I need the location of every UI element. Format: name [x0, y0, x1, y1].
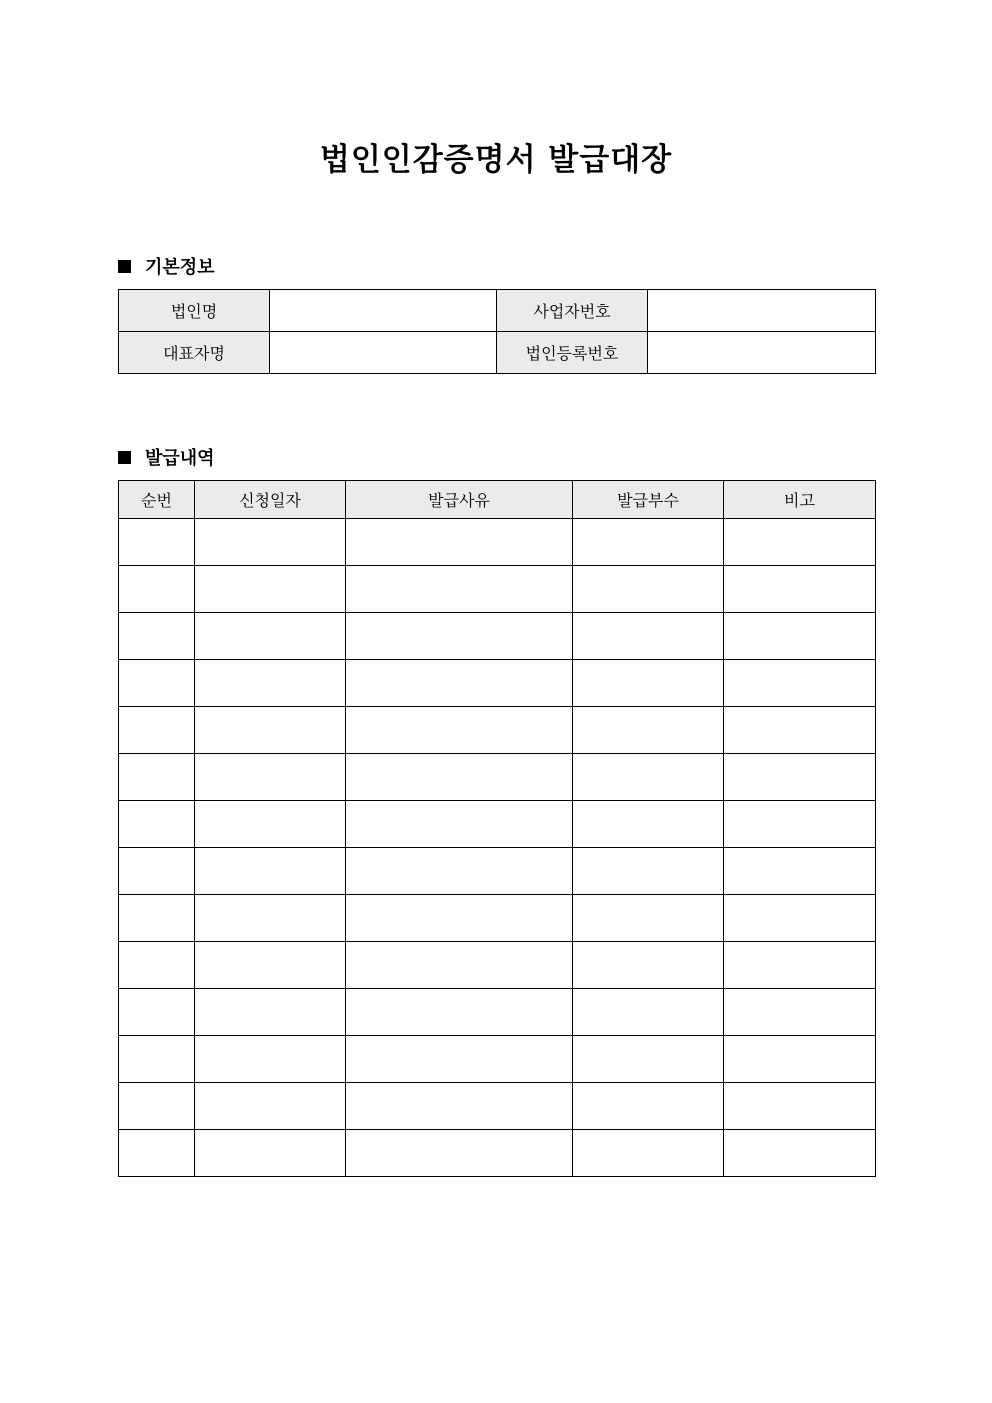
- request-date-cell[interactable]: [195, 707, 346, 754]
- copies-cell[interactable]: [573, 989, 724, 1036]
- seq-cell[interactable]: [119, 613, 195, 660]
- corp-name-label: 법인명: [119, 290, 270, 332]
- basic-info-row: [119, 332, 876, 374]
- table-row: [119, 1036, 876, 1083]
- copies-cell[interactable]: [573, 942, 724, 989]
- reason-cell[interactable]: [346, 895, 573, 942]
- reason-cell[interactable]: [346, 519, 573, 566]
- basic-info-heading-text: 기본정보: [145, 257, 215, 278]
- copies-cell[interactable]: [573, 754, 724, 801]
- copies-cell[interactable]: [573, 1083, 724, 1130]
- basic-info-table: [118, 289, 876, 374]
- copies-cell[interactable]: [573, 566, 724, 613]
- remarks-cell[interactable]: [724, 707, 876, 754]
- seq-cell[interactable]: [119, 989, 195, 1036]
- table-row: [119, 801, 876, 848]
- issue-history-table: [118, 480, 876, 1177]
- request-date-cell[interactable]: [195, 848, 346, 895]
- table-row: [119, 1083, 876, 1130]
- seq-cell[interactable]: [119, 848, 195, 895]
- seq-cell[interactable]: [119, 1036, 195, 1083]
- request-date-cell[interactable]: [195, 754, 346, 801]
- copies-cell[interactable]: [573, 519, 724, 566]
- copies-cell[interactable]: [573, 613, 724, 660]
- table-row: [119, 566, 876, 613]
- request-date-cell[interactable]: [195, 801, 346, 848]
- representative-field[interactable]: [270, 332, 497, 374]
- issue-history-header-row: [119, 481, 876, 519]
- square-bullet-icon: [118, 451, 131, 464]
- seq-cell[interactable]: [119, 660, 195, 707]
- table-row: [119, 519, 876, 566]
- reason-cell[interactable]: [346, 848, 573, 895]
- table-row: [119, 660, 876, 707]
- seq-cell[interactable]: [119, 1083, 195, 1130]
- seq-cell[interactable]: [119, 519, 195, 566]
- issue-history-heading: [118, 444, 215, 470]
- table-row: [119, 707, 876, 754]
- reason-cell[interactable]: [346, 613, 573, 660]
- request-date-cell[interactable]: [195, 989, 346, 1036]
- copies-cell[interactable]: [573, 848, 724, 895]
- copies-cell[interactable]: [573, 660, 724, 707]
- remarks-cell[interactable]: [724, 989, 876, 1036]
- remarks-cell[interactable]: [724, 848, 876, 895]
- copies-cell[interactable]: [573, 1036, 724, 1083]
- remarks-cell[interactable]: [724, 1036, 876, 1083]
- remarks-cell[interactable]: [724, 942, 876, 989]
- seq-cell[interactable]: [119, 707, 195, 754]
- copies-cell[interactable]: [573, 895, 724, 942]
- request-date-cell[interactable]: [195, 1130, 346, 1177]
- remarks-cell[interactable]: [724, 660, 876, 707]
- column-header-request-date: 신청일자: [195, 481, 346, 519]
- reason-cell[interactable]: [346, 707, 573, 754]
- remarks-cell[interactable]: [724, 754, 876, 801]
- remarks-cell[interactable]: [724, 566, 876, 613]
- seq-cell[interactable]: [119, 566, 195, 613]
- page-title: 법인인감증명서 발급대장: [319, 142, 673, 178]
- seq-cell[interactable]: [119, 1130, 195, 1177]
- column-header-reason: 발급사유: [346, 481, 573, 519]
- seq-cell[interactable]: [119, 942, 195, 989]
- reason-cell[interactable]: [346, 660, 573, 707]
- table-row: [119, 754, 876, 801]
- reason-cell[interactable]: [346, 989, 573, 1036]
- corp-registration-field[interactable]: [648, 332, 876, 374]
- corp-registration-label: 법인등록번호: [497, 332, 648, 374]
- basic-info-row: [119, 290, 876, 332]
- reason-cell[interactable]: [346, 1130, 573, 1177]
- reason-cell[interactable]: [346, 942, 573, 989]
- table-row: [119, 613, 876, 660]
- business-number-label: 사업자번호: [497, 290, 648, 332]
- reason-cell[interactable]: [346, 754, 573, 801]
- request-date-cell[interactable]: [195, 566, 346, 613]
- square-bullet-icon: [118, 260, 131, 273]
- remarks-cell[interactable]: [724, 613, 876, 660]
- request-date-cell[interactable]: [195, 1036, 346, 1083]
- corp-name-field[interactable]: [270, 290, 497, 332]
- representative-label: 대표자명: [119, 332, 270, 374]
- issue-history-heading-text: 발급내역: [145, 448, 215, 469]
- table-row: [119, 989, 876, 1036]
- seq-cell[interactable]: [119, 895, 195, 942]
- copies-cell[interactable]: [573, 801, 724, 848]
- column-header-copies: 발급부수: [573, 481, 724, 519]
- column-header-seq: 순번: [119, 481, 195, 519]
- table-row: [119, 895, 876, 942]
- request-date-cell[interactable]: [195, 942, 346, 989]
- seq-cell[interactable]: [119, 801, 195, 848]
- request-date-cell[interactable]: [195, 1083, 346, 1130]
- request-date-cell[interactable]: [195, 613, 346, 660]
- reason-cell[interactable]: [346, 1036, 573, 1083]
- basic-info-heading: [118, 253, 215, 279]
- seq-cell[interactable]: [119, 754, 195, 801]
- reason-cell[interactable]: [346, 566, 573, 613]
- reason-cell[interactable]: [346, 801, 573, 848]
- remarks-cell[interactable]: [724, 519, 876, 566]
- copies-cell[interactable]: [573, 1130, 724, 1177]
- remarks-cell[interactable]: [724, 801, 876, 848]
- table-row: [119, 942, 876, 989]
- copies-cell[interactable]: [573, 707, 724, 754]
- request-date-cell[interactable]: [195, 519, 346, 566]
- table-row: [119, 848, 876, 895]
- remarks-cell[interactable]: [724, 1083, 876, 1130]
- remarks-cell[interactable]: [724, 895, 876, 942]
- remarks-cell[interactable]: [724, 1130, 876, 1177]
- reason-cell[interactable]: [346, 1083, 573, 1130]
- request-date-cell[interactable]: [195, 660, 346, 707]
- business-number-field[interactable]: [648, 290, 876, 332]
- request-date-cell[interactable]: [195, 895, 346, 942]
- column-header-remarks: 비고: [724, 481, 876, 519]
- table-row: [119, 1130, 876, 1177]
